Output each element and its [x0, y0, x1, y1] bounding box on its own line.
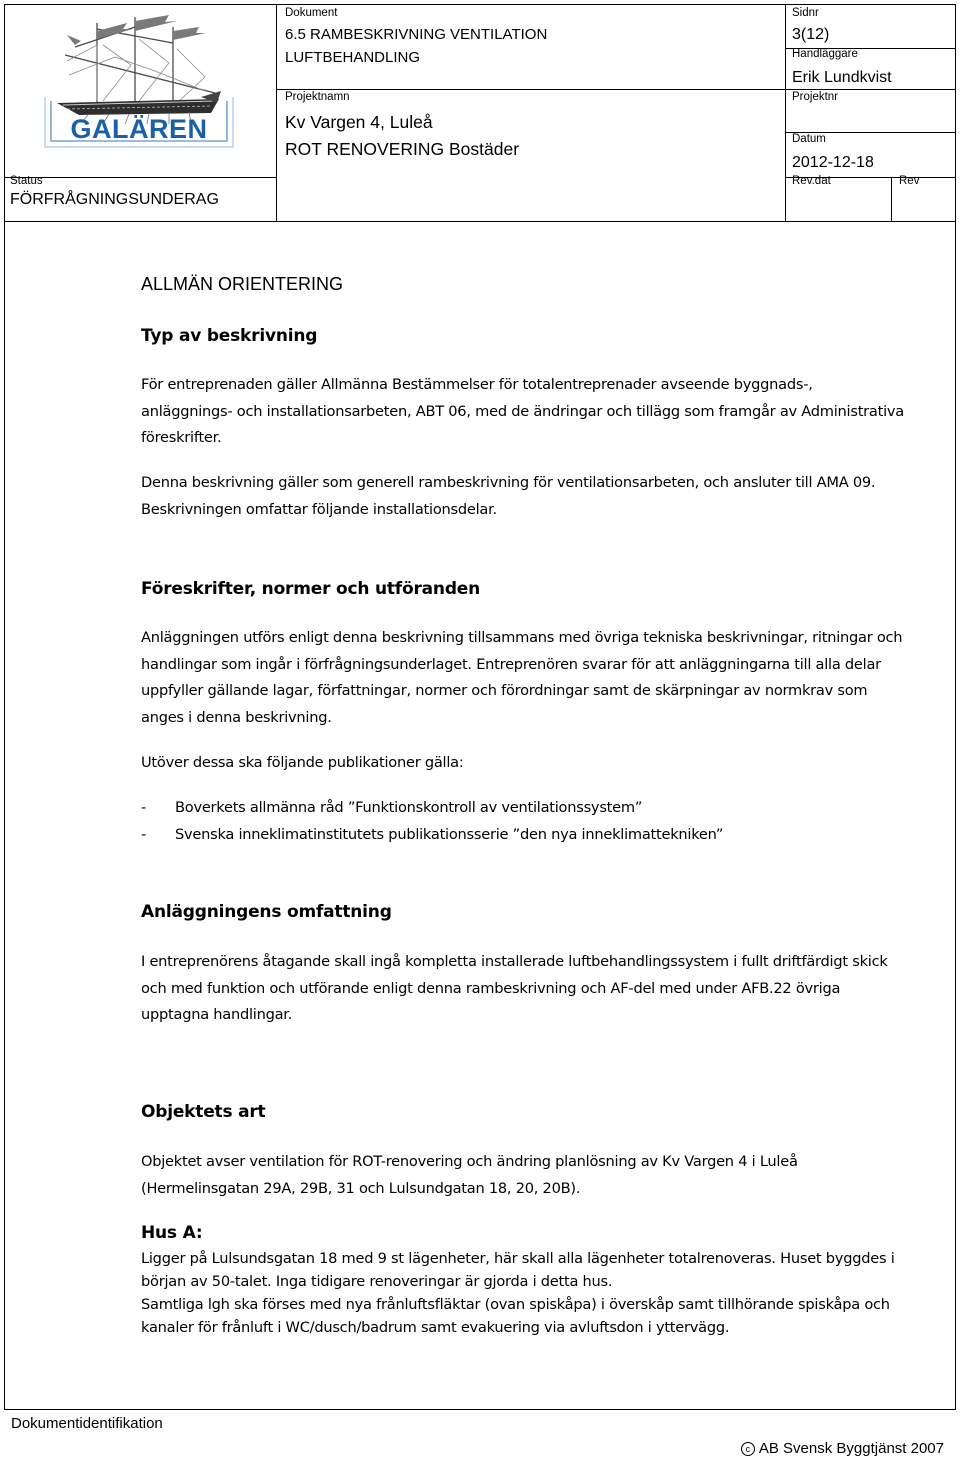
section-heading-hus-a: Hus A:	[141, 1223, 203, 1243]
text-line: Samtliga lgh ska förses med nya frånluftsfläktar (ovan spiskåpa) i överskåp samt tillhörande spiskåpa och	[141, 1296, 890, 1313]
list-item	[141, 822, 723, 849]
text-line: föreskrifter.	[141, 429, 222, 446]
copyright	[741, 1440, 944, 1457]
handlaggare-label: Handläggare	[792, 48, 858, 60]
paragraph-anlaggningen	[141, 625, 902, 731]
paragraph-abt	[141, 372, 904, 452]
projektnamn-label: Projektnamn	[285, 91, 350, 103]
list-marker: -	[141, 825, 147, 843]
status-label: Status	[10, 175, 43, 187]
list-item-text: Boverkets allmänna råd ”Funktionskontroll av ventilationssystem”	[175, 799, 643, 816]
paragraph-atagande	[141, 949, 888, 1029]
text-line: anläggnings- och installationsarbeten, ABT 06, med de ändringar och tillägg som framgår av Administrativa	[141, 402, 904, 420]
paragraph-objektet	[141, 1149, 798, 1202]
sidnr-label: Sidnr	[792, 7, 819, 19]
text-line: kanaler för frånluft i WC/dusch/badrum samt evakuering via avluftsdon i yttervägg.	[141, 1319, 730, 1336]
text-line: För entreprenaden gäller Allmänna Bestämmelser för totalentreprenader avseende byggnads-,	[141, 376, 813, 393]
page-title: ALLMÄN ORIENTERING	[141, 274, 344, 294]
section-heading-objektets-art: Objektets art	[141, 1102, 266, 1122]
logo-cell	[5, 5, 276, 177]
text-line: upptagna handlingar.	[141, 1006, 293, 1023]
revdat-label: Rev.dat	[792, 175, 831, 187]
list-item-text: Svenska inneklimatinstitutets publikationsserie ”den nya inneklimattekniken”	[175, 825, 724, 843]
projektnamn-line2: ROT RENOVERING Bostäder	[285, 139, 520, 159]
text-line: Anläggningen utförs enligt denna beskrivning tillsammans med övriga tekniska beskrivningar, ritningar och	[141, 629, 903, 646]
section-heading-omfattning: Anläggningens omfattning	[141, 902, 392, 922]
datum-value: 2012-12-18	[792, 154, 874, 171]
logo-text: GALÄREN	[70, 114, 208, 144]
projektnr-label: Projektnr	[792, 91, 839, 103]
dokument-value-line1: 6.5 RAMBESKRIVNING VENTILATION	[285, 26, 548, 43]
text-line: och med funktion och utförande enligt denna rambeskrivning och AF-del med under AFB.22 övriga	[141, 979, 841, 997]
document-footer	[4, 1410, 956, 1456]
sidnr-value: 3(12)	[792, 26, 830, 43]
publication-list	[141, 795, 723, 848]
rev-label: Rev	[899, 175, 920, 187]
projektnamn-line1: Kv Vargen 4, Luleå	[285, 112, 433, 132]
galleon-ship-logo	[5, 5, 276, 177]
text-line: handlingar som ingår i förfrågningsunderlaget. Entreprenören svarar för att anläggningarna till alla delar	[141, 655, 881, 673]
text-line: Denna beskrivning gäller som generell rambeskrivning för ventilationsarbeten, och ansluter till AMA 09.	[141, 474, 876, 491]
text-line: Ligger på Lulsundsgatan 18 med 9 st lägenheter, här skall alla lägenheter totalrenoveras. Huset byggdes i	[141, 1250, 895, 1267]
text-line: (Hermelinsgatan 29A, 29B, 31 och Lulsundgatan 18, 20, 20B).	[141, 1179, 581, 1197]
dokument-label: Dokument	[285, 7, 338, 19]
section-heading-foreskrifter: Föreskrifter, normer och utföranden	[141, 579, 481, 599]
document-body	[4, 222, 956, 1410]
paragraph-hus-a	[141, 1247, 895, 1339]
document-header	[4, 4, 956, 222]
text-line: uppfyller gällande lagar, författningar, normer och förordningar samt de skärpningar av normkrav som	[141, 682, 868, 699]
handlaggare-value: Erik Lundkvist	[792, 69, 892, 86]
text-line: Beskrivningen omfattar följande installationsdelar.	[141, 500, 497, 518]
copyright-text: AB Svensk Byggtjänst 2007	[758, 1440, 944, 1457]
status-value: FÖRFRÅGNINGSUNDERAG	[10, 191, 219, 208]
dokument-value-line2: LUFTBEHANDLING	[285, 49, 421, 66]
text-line: Objektet avser ventilation för ROT-renovering och ändring planlösning av Kv Vargen 4 i Luleå	[141, 1153, 798, 1170]
paragraph-publikationer: Utöver dessa ska följande publikationer gälla:	[141, 754, 464, 771]
list-marker: -	[141, 799, 147, 816]
text-line: I entreprenörens åtagande skall ingå kompletta installerade luftbehandlingssystem i fullt driftfärdigt skick	[141, 953, 888, 970]
paragraph-rambeskrivning	[141, 470, 875, 523]
text-line: anges i denna beskrivning.	[141, 708, 332, 726]
datum-label: Datum	[792, 133, 826, 145]
list-item	[141, 795, 723, 822]
doc-id-label: Dokumentidentifikation	[11, 1415, 163, 1432]
text-line: början av 50-talet. Inga tidigare renoveringar är gjorda i detta hus.	[141, 1273, 613, 1290]
section-heading-typ: Typ av beskrivning	[141, 326, 318, 346]
copyright-icon: c	[741, 1442, 755, 1456]
